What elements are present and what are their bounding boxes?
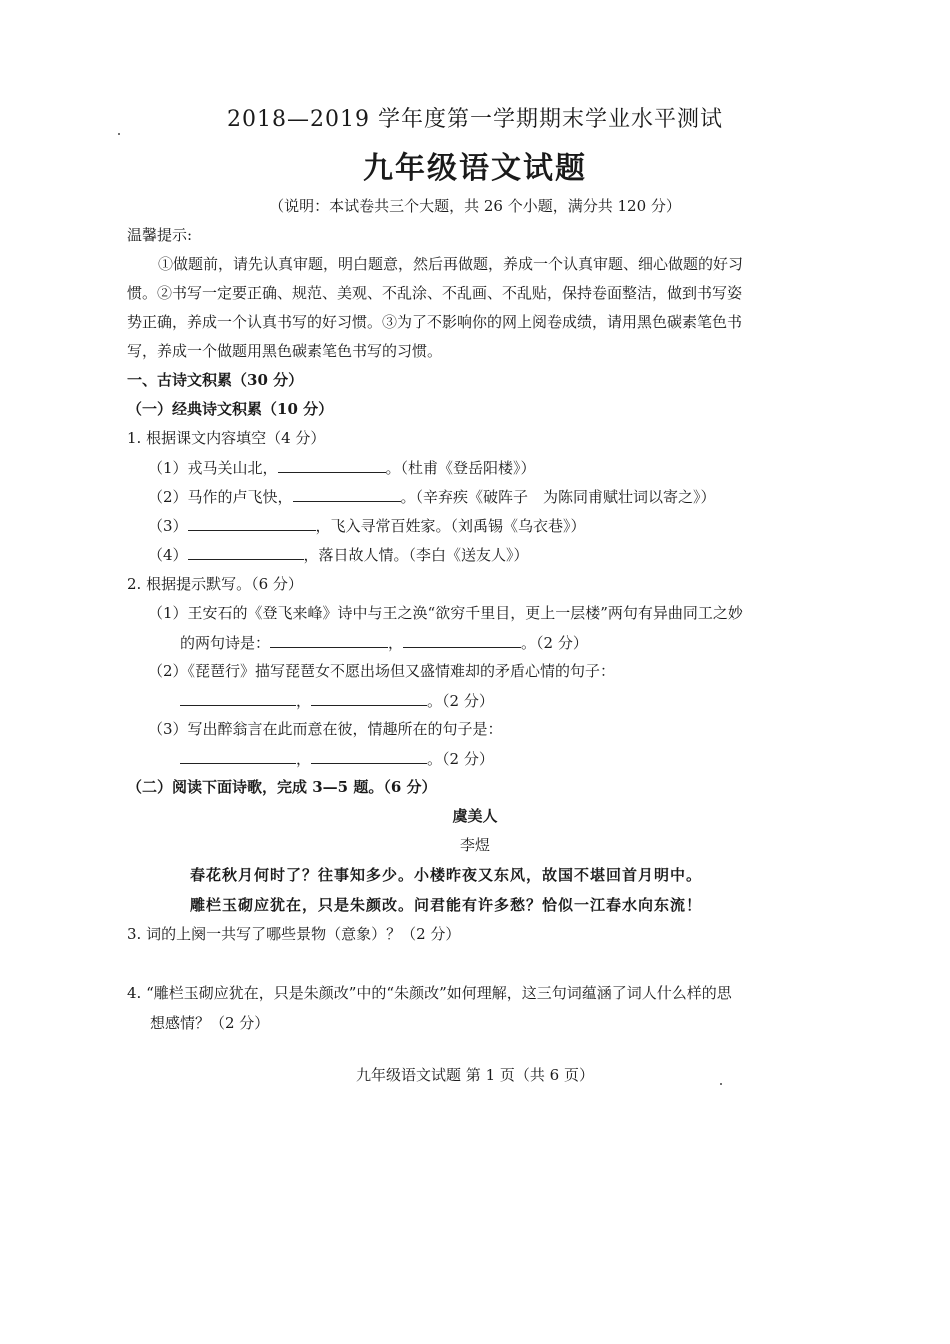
q2-item-2-line1: （2）《琵琶行》描写琵琶女不愿出场但又盛情难却的矛盾心情的句子： (148, 662, 616, 680)
q1-item-1 (148, 457, 536, 478)
q1-item-1-post: 。（杜甫《登岳阳楼》） (385, 459, 536, 477)
answer-blank[interactable] (180, 748, 296, 764)
q2-item-3-mid: ， (296, 750, 312, 768)
answer-blank[interactable] (403, 632, 521, 648)
q2-item-1-mid: ， (388, 634, 404, 652)
q1-stem: 1. 根据课文内容填空（4 分） (127, 429, 326, 447)
q4-stem-line1: 4. “雕栏玉砌应犹在，只是朱颜改”中的“朱颜改”如何理解，这三句词蕴涵了词人什么样的思 (127, 984, 732, 1002)
poem-line: 雕栏玉砌应犹在，只是朱颜改。问君能有许多愁？恰似一江春水向东流！ (190, 896, 703, 914)
part1-title: （一）经典诗文积累（10 分） (127, 400, 334, 418)
q2-item-3-line2 (180, 748, 494, 769)
q2-item-3-line1: （3）写出醉翁言在此而意在彼，情趣所在的句子是： (148, 720, 503, 738)
q1-item-3-post: ，飞入寻常百姓家。（刘禹锡《乌衣巷》） (315, 517, 586, 535)
poem-title: 虞美人 (452, 807, 498, 825)
answer-blank[interactable] (180, 690, 296, 706)
poem-author: 李煜 (459, 836, 490, 854)
q1-item-2-pre: （2）马作的卢飞快， (148, 488, 293, 506)
q1-item-3 (148, 515, 586, 536)
q2-item-1-post: 。（2 分） (521, 634, 588, 652)
q1-item-4 (148, 544, 529, 565)
q1-item-4-pre: （4） (148, 546, 188, 564)
q2-item-1-pre: 的两句诗是： (180, 634, 271, 652)
q1-item-2 (148, 486, 716, 507)
q3-stem: 3. 词的上阕一共写了哪些景物（意象）？（2 分） (127, 925, 461, 943)
q1-item-2-post: 。（辛弃疾《破阵子 为陈同甫赋壮词以寄之》） (400, 488, 716, 506)
answer-blank[interactable] (293, 486, 401, 502)
tips-line: 惯。②书写一定要正确、规范、美观、不乱涂、不乱画、不乱贴，保持卷面整洁，做到书写姿 (127, 284, 743, 302)
tips-line: ①做题前，请先认真审题，明白题意，然后再做题，养成一个认真审题、细心做题的好习 (158, 255, 744, 273)
section1-title: 一、古诗文积累（30 分） (127, 371, 304, 389)
answer-blank[interactable] (278, 457, 386, 473)
q1-item-3-pre: （3） (148, 517, 188, 535)
scan-speck (118, 133, 120, 135)
q2-item-2-line2 (180, 690, 494, 711)
answer-blank[interactable] (188, 544, 304, 560)
poem-line: 春花秋月何时了？往事知多少。小楼昨夜又东风，故国不堪回首月明中。 (190, 866, 703, 884)
q1-item-1-pre: （1）戎马关山北， (148, 459, 278, 477)
exam-subject-title: 九年级语文试题 (363, 151, 587, 186)
q2-item-2-post: 。（2 分） (427, 692, 494, 710)
answer-blank[interactable] (270, 632, 388, 648)
answer-blank[interactable] (311, 690, 427, 706)
q1-item-4-post: ，落日故人情。（李白《送友人》） (303, 546, 529, 564)
exam-note: （说明：本试卷共三个大题，共 26 个小题，满分共 120 分） (269, 197, 681, 215)
q2-item-1-line2 (180, 632, 588, 653)
q4-stem-line2: 想感情？（2 分） (150, 1014, 270, 1032)
tips-line: 写，养成一个做题用黑色碳素笔色书写的习惯。 (127, 342, 443, 360)
q2-item-1-line1: （1）王安石的《登飞来峰》诗中与王之涣“欲穷千里目，更上一层楼”两句有异曲同工之妙 (148, 604, 743, 622)
q2-stem: 2. 根据提示默写。（6 分） (127, 575, 303, 593)
q2-item-2-mid: ， (296, 692, 312, 710)
answer-blank[interactable] (188, 515, 316, 531)
answer-blank[interactable] (311, 748, 427, 764)
page-footer: 九年级语文试题 第 1 页（共 6 页） (356, 1066, 594, 1084)
part2-title: （二）阅读下面诗歌，完成 3—5 题。（6 分） (127, 778, 437, 796)
q2-item-3-post: 。（2 分） (427, 750, 494, 768)
exam-title: 2018—2019 学年度第一学期期末学业水平测试 (227, 107, 723, 132)
tips-line: 势正确，养成一个认真书写的好习惯。③为了不影响你的网上阅卷成绩，请用黑色碳素笔色书 (127, 313, 743, 331)
tips-label: 温馨提示: (127, 226, 193, 244)
